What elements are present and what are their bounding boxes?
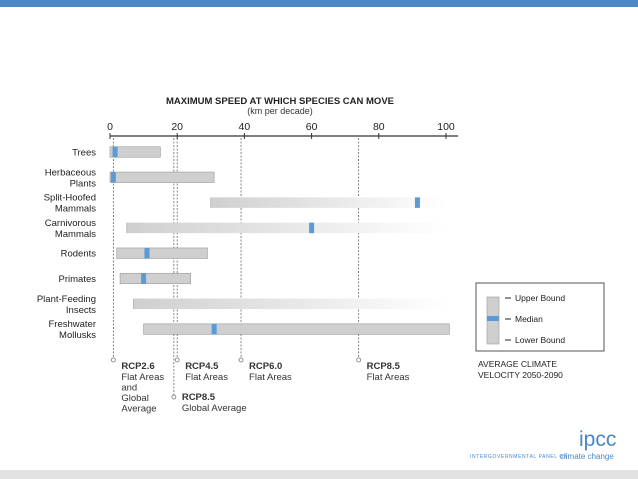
- legend-title-line-2: VELOCITY 2050-2090: [478, 370, 563, 380]
- bottom-footer-bar: [0, 470, 638, 479]
- annotation-head-1: RCP4.5: [185, 361, 219, 372]
- logo-tagline-bold: climate change: [560, 452, 614, 461]
- legend-median-label: Median: [515, 314, 543, 324]
- reference-dot-0: [111, 358, 115, 362]
- category-label-1-0: Herbaceous: [44, 167, 96, 179]
- annotation-body-4-0: Flat Areas: [366, 372, 410, 383]
- category-label-7-0: Freshwater: [48, 319, 96, 331]
- annotation-body-2-0: Global Average: [181, 403, 247, 414]
- logo-tagline-prefix: INTERGOVERNMENTAL PANEL ON: [470, 454, 569, 460]
- category-label-1-1: Plants: [69, 178, 96, 190]
- median-marker-4: [144, 248, 149, 259]
- category-labels: [37, 148, 96, 342]
- median-marker-2: [415, 197, 420, 208]
- legend-title-line-1: AVERAGE CLIMATE: [478, 359, 558, 369]
- bar-7: [144, 324, 450, 335]
- annotation-body-0-3: Average: [121, 403, 157, 415]
- annotation-body-1-0: Flat Areas: [185, 372, 228, 383]
- legend-upper-label: Upper Bound: [515, 293, 566, 303]
- reference-dot-1: [175, 358, 179, 362]
- annotation-head-3: RCP6.0: [249, 361, 283, 372]
- scenario-annotations: [121, 361, 409, 415]
- bar-2: [211, 197, 446, 208]
- bar-0: [110, 147, 160, 158]
- reference-dot-4: [357, 358, 361, 362]
- category-label-6-0: Plant-Feeding: [36, 293, 96, 305]
- chart-title: MAXIMUM SPEED AT WHICH SPECIES CAN MOVE: [165, 96, 395, 107]
- annotation-body-0-2: Global: [121, 393, 149, 404]
- category-label-4-0: Rodents: [60, 248, 96, 260]
- bar-6: [134, 299, 446, 310]
- x-tick-label-80: 80: [372, 121, 385, 133]
- median-marker-7: [212, 324, 217, 335]
- x-tick-label-20: 20: [171, 121, 184, 133]
- median-marker-3: [309, 223, 314, 234]
- legend: [476, 283, 604, 380]
- annotation-body-3-0: Flat Areas: [249, 372, 292, 383]
- legend-lower-label: Lower Bound: [515, 335, 566, 345]
- category-label-3-0: Carnivorous: [44, 217, 96, 229]
- x-axis: [107, 121, 458, 139]
- x-tick-label-100: 100: [437, 121, 455, 133]
- annotation-head-4: RCP8.5: [366, 361, 400, 372]
- category-label-7-1: Mollusks: [59, 330, 96, 342]
- annotation-body-0-1: and: [121, 382, 138, 394]
- reference-dot-3: [239, 358, 243, 362]
- annotation-head-2: RCP8.5: [181, 392, 216, 403]
- annotation-body-0-0: Flat Areas: [121, 372, 165, 383]
- reference-dot-2: [172, 395, 176, 399]
- category-label-5-0: Primates: [58, 274, 96, 285]
- category-label-2-1: Mammals: [54, 203, 96, 215]
- median-marker-1: [111, 172, 116, 183]
- x-tick-label-60: 60: [305, 121, 318, 133]
- ipcc-logo: [470, 428, 616, 461]
- chart-subtitle: (km per decade): [247, 106, 313, 116]
- legend-median-marker: [487, 316, 499, 321]
- category-label-2-0: Split-Hoofed: [43, 192, 96, 204]
- bar-5: [120, 273, 191, 284]
- category-label-6-1: Insects: [65, 304, 96, 316]
- median-marker-5: [141, 273, 146, 284]
- annotation-head-0: RCP2.6: [121, 361, 155, 372]
- category-label-3-1: Mammals: [54, 228, 96, 240]
- x-tick-label-0: 0: [107, 121, 113, 133]
- category-label-0-0: Trees: [72, 147, 96, 159]
- bar-3: [127, 223, 446, 234]
- median-marker-0: [113, 147, 118, 158]
- bars: [110, 147, 449, 335]
- bar-4: [117, 248, 208, 259]
- x-tick-label-40: 40: [238, 121, 251, 133]
- bar-1: [110, 172, 214, 183]
- logo-wordmark: ipcc: [579, 428, 617, 451]
